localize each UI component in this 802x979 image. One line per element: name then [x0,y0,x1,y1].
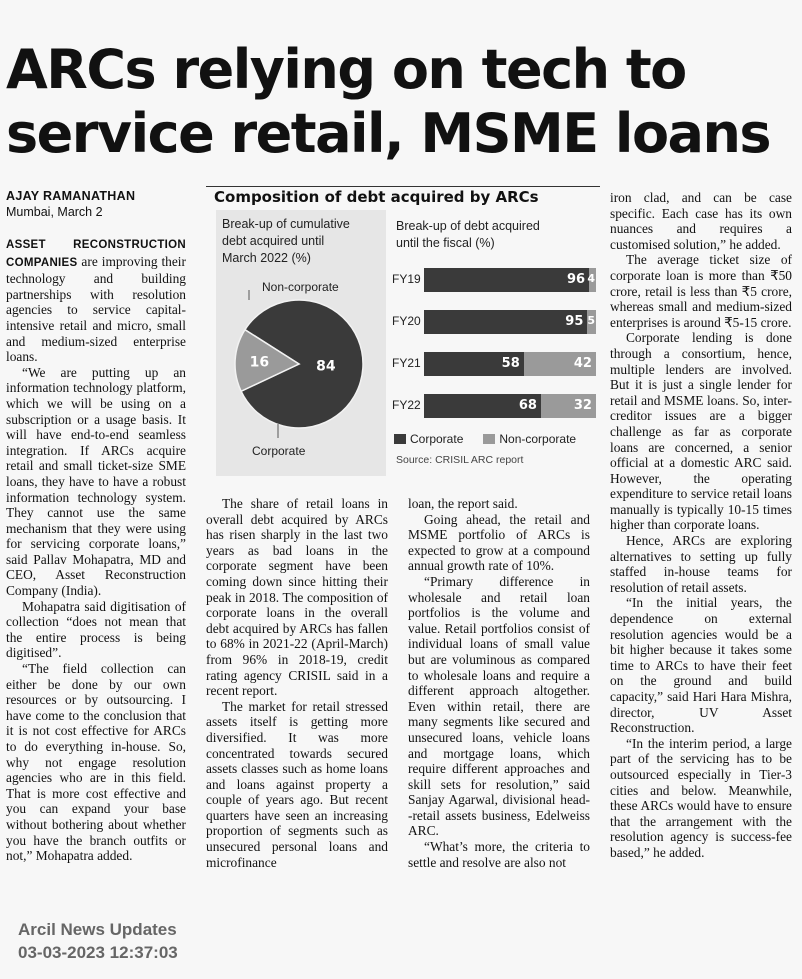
bar-title-line: Break-up of debt acquired [396,219,540,233]
paragraph: “We are putting up an information technology platform, which we will be using on a subscription or a usage basis. It will have end-to-end seamless integration. If ARCs acquire retail and small ticket-size SME loans, they have to have a robust information technology system. They cannot use the same mechanism that they were using for servicing corporate loans,” said Pallav Mohapatra, MD and CEO, Asset Reconstruction Company (India). [6,364,186,599]
graphic-title: Composition of debt acquired by ARCs [214,188,539,206]
bar-value-label: 42 [573,356,592,371]
bar-title [396,218,540,252]
bar-value-label: 96 [567,272,586,287]
pie-value-label: 16 [249,354,270,371]
bar-value-label: 5 [587,314,595,327]
leader-line [249,290,256,300]
pie-title-line: Break-up of cumulative [222,217,350,231]
legend-swatch-corporate [394,434,406,444]
byline-dateline: Mumbai, March 2 [6,205,103,219]
footer-datetime: 03-03-2023 12:37:03 [18,943,178,962]
legend-label-noncorporate: Non-corporate [499,432,577,446]
lead-in: ASSET RECONSTRUCTION COMPANIES [6,239,186,269]
bar-category-label: FY19 [392,272,421,286]
bar-value-label: 68 [518,398,537,413]
pie-title-line: debt acquired until [222,234,325,248]
legend-swatch-noncorporate [483,434,495,444]
paragraph: Going ahead, the retail and MSME portfolio of ARCs is expected to grow at a compound annual growth rate of 10%. [408,511,590,574]
article-column-2 [206,496,388,870]
paragraph: “The field collection can either be done by our own resources or by outsourcing. I have come to the conclusion that it is not cost effective for ARCs to do everything in-house. So, why not engage resolution agencies who are in this field. That is more cost effective and you can expand your base without bothering about whether you have the branch outfits or not,” Mohapatra added. [6,661,186,864]
article-column-4 [610,190,792,861]
chart-source: Source: CRISIL ARC report [396,454,524,466]
pie-title [222,216,350,267]
paragraph: iron clad, and can be case specific. Each case has its own nuances and requires a customised solution,” he added. [610,190,792,252]
pie-label-corporate: Corporate [252,444,306,458]
stacked-bar [424,310,596,334]
bar-category-label: FY21 [392,356,421,370]
footer-source: Arcil News Updates [18,920,177,939]
stacked-bar [424,394,596,418]
byline-author: AJAY RAMANATHAN [6,189,136,203]
paragraph: “What’s more, the criteria to settle and resolve are also not [408,839,590,870]
paragraph: Hence, ARCs are exploring alternatives to setting up fully staffed in-house teams for resolution of retail assets. [610,533,792,595]
paragraph: loan, the report said. [408,496,518,511]
chart-graphic [206,186,600,488]
stacked-bar [424,352,596,376]
bar-value-label: 58 [501,356,520,371]
bar-segment-non-corporate [587,310,596,334]
bar-segment-non-corporate [589,268,596,292]
bar-segment-non-corporate [541,394,596,418]
headline-line-2: service retail, MSME loans [6,102,771,165]
paragraph [6,236,186,365]
pie-title-line: March 2022 (%) [222,251,311,265]
byline [6,188,135,220]
paragraph: The market for retail stressed assets itself is getting more diversified. It was more concentrated towards secured assets classes such as home loans and loans against property a couple of years ago. But recent quarters have seen an increasing proportion of segments such as unsecured personal loans and microfinance [206,698,388,870]
bar-category-label: FY20 [392,314,421,328]
pie-value-label: 84 [316,358,336,375]
bar-segment-corporate [424,394,541,418]
article-column-3 [408,496,590,870]
paragraph: “In the initial years, the dependence on external resolution agencies would be a bit higher because it takes some time to ARCs to have their feet on the ground and build capacity,” said Hari Hara Mishra, director, UV Asset Reconstruction. [610,595,792,736]
bar-value-label: 4 [587,272,595,285]
paragraph: Mohapatra said digitisation of collection “does not mean that the entire process is being digitised”. [6,598,186,661]
stacked-bar [424,268,596,292]
headline [6,38,796,166]
bar-segment-corporate [424,310,587,334]
headline-line-1: ARCs relying on tech to [6,38,686,101]
bar-title-line: until the fiscal (%) [396,236,495,250]
bar-segment-corporate [424,268,589,292]
pie-label-noncorporate: Non-corporate [262,280,339,294]
bar-segment-non-corporate [524,352,596,376]
stacked-bar-chart [392,260,600,430]
article-column-1 [6,236,186,864]
bar-value-label: 32 [573,398,592,413]
bar-category-label: FY22 [392,398,421,412]
bar-value-label: 95 [565,314,584,329]
paragraph: “In the interim period, a large part of the servicing has to be outsourced especially in Tier-3 cities and below. Meanwhile, these ARCs would have to ensure that the arrangement with the resolution agency is success-fee based,” he added. [610,735,792,860]
paragraph: The share of retail loans in overall debt acquired by ARCs has risen sharply in the last two years as bad loans in the corporate segment have been coming down since hitting their peak in 2018. The composition of corporate loans in the overall debt acquired by ARCs has fallen to 68% in 2021-22 (April-March) from 96% in 2018-19, credit rating agency CRISIL said in a recent report. [206,496,388,699]
chart-legend [394,432,576,446]
paragraph: “Primary difference in wholesale and retail loan portfolios is the volume and value. Retail portfolios consist of individual loans of small value but are voluminous as compared to wholesale loans and require a different approach altogether. Even within retail, there are many segments like secured and unsecured loans, vehicle loans and mortgage loans, which require different approaches and skill sets for resolution,” said Sanjay Agarwal, divisional head--retail assets business, Edelweiss ARC. [408,573,590,839]
graphic-rule [206,186,600,187]
paragraph: The average ticket size of corporate loan is more than ₹50 crore, retail is less than ₹5 crore, whereas small and medium-sized enterprises is around ₹5-15 crore. [610,252,792,330]
pie-panel [216,210,386,476]
legend-label-corporate: Corporate [410,432,464,446]
bar-segment-corporate [424,352,524,376]
pie-chart [216,290,386,440]
paragraph-text: are improving their technology and building partnerships with resolution agencies to service capital-intensive retail and micro, small and medium-sized enterprise loans. [6,253,186,365]
paragraph: Corporate lending is done through a consortium, hence, multiple lenders are involved. But it is just a single lender for retail and MSME loans. So, inter-creditor issues are a bigger challenge as far as corporate loans are concerned, a senior official at a domestic ARC said. However, the operating expenditure to service retail loans manually is typically 10-15 times higher than corporate loans. [610,330,792,533]
